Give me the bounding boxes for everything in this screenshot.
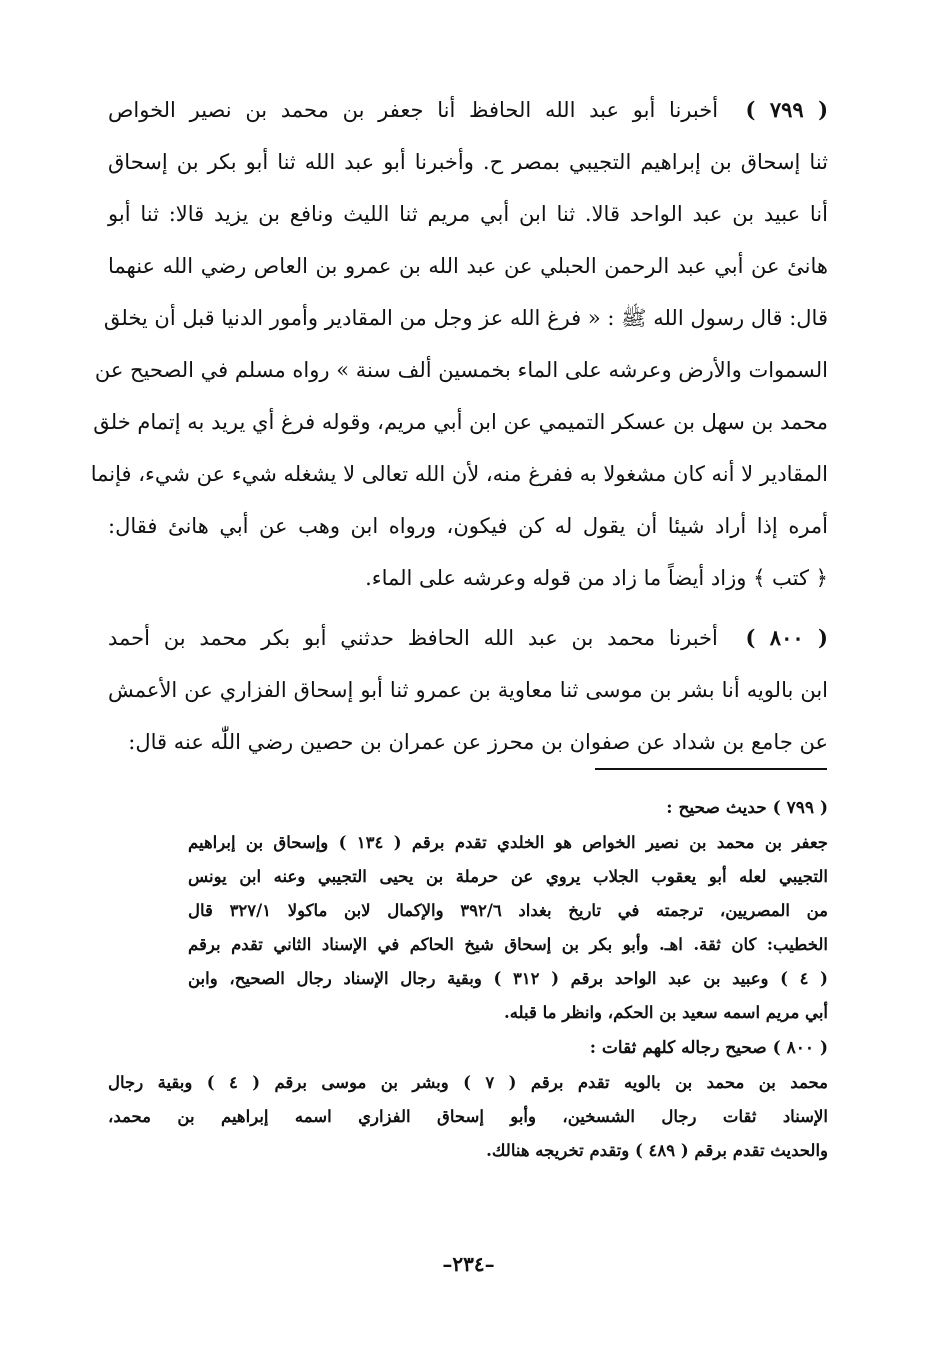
text-line: ( ٧٩٩ ) أخبرنا أبو عبد الله الحافظ أنا جعفر بن محمد بن نصير الخواص [108,97,829,122]
footnote-line: جعفر بن محمد بن نصير الخواص هو الخلدي تقدم برقم ( ١٣٤ ) وإسحاق بن إبراهيم [188,833,828,852]
footnote-heading: ( ٨٠٠ ) صحيح رجاله كلهم ثقات : [589,1038,828,1058]
footnote-line: التجيبي لعله أبو يعقوب الجلاب يروي عن حرملة بن يحيى التجيبي وعنه ابن يونس [188,867,828,886]
text-line: محمد بن سهل بن عسكر التميمي عن ابن أبي مريم، وقوله فرغ أي يريد به إتمام خلق [93,410,828,434]
page-number: –٢٣٤– [442,1252,495,1276]
footnotes [108,790,828,1168]
footnote-body [188,826,828,1030]
hadith-number: ( ٧٩٩ ) [745,97,829,122]
footnote-line: ( ٤ ) وعبيد بن عبد الواحد برقم ( ٣١٢ ) وبقية رجال الإسناد رجال الصحيح، وابن [188,969,828,988]
main-text [90,84,829,768]
text-line: ﴿ كتب ﴾ وزاد أيضاً ما زاد من قوله وعرشه على الماء. [365,566,828,590]
hadith-number: ( ٨٠٠ ) [745,625,828,650]
footnote-line: والحديث تقدم برقم ( ٤٨٩ ) وتقدم تخريجه هنالك. [486,1141,828,1160]
footnote-body [108,1066,828,1168]
footnote-heading: ( ٧٩٩ ) حديث صحيح : [666,798,828,818]
footnote-line: الإسناد ثقات رجال الشسخين، وأبو إسحاق الفزاري اسمه إبراهيم بن محمد، [108,1107,828,1126]
text-line: المقادير لا أنه كان مشغولا به ففرغ منه، لأن الله تعالى لا يشغله شيء عن شيء، فإنما [90,462,828,486]
text-line: عن جامع بن شداد عن صفوان بن محرز عن عمران بن حصين رضي اللّٰه عنه قال: [128,730,828,754]
text-line: هانئ عن أبي عبد الرحمن الحبلي عن عبد الله بن عمرو بن العاص رضي الله عنهما [108,254,828,278]
footnote-line: الخطيب: كان ثقة. اهـ. وأبو بكر بن إسحاق شيخ الحاكم في الإسناد الثاني تقدم برقم [188,935,828,954]
footnote-line: أبي مريم اسمه سعيد بن الحكم، وانظر ما قبله. [503,1003,828,1022]
text-line: ابن بالويه أنا بشر بن موسى ثنا معاوية بن عمرو ثنا أبو إسحاق الفزاري عن الأعمش [108,678,828,702]
text-line: قال: قال رسول الله ﷺ : « فرغ الله عز وجل من المقادير وأمور الدنيا قبل أن يخلق [103,306,828,330]
text-line: أمره إذا أراد شيئا أن يقول له كن فيكون، ورواه ابن وهب عن أبي هانئ فقال: [108,514,828,538]
footnote-line: من المصريين، ترجمته في تاريخ بغداد ٣٩٢/٦ والإكمال لابن ماكولا ٣٢٧/١ قال [188,901,828,920]
text-line: السموات والأرض وعرشه على الماء بخمسين ألف سنة » رواه مسلم في الصحيح عن [94,358,828,382]
text-line: أنا عبيد بن عبد الواحد قالا. ثنا ابن أبي مريم ثنا الليث ونافع بن يزيد قالا: ثنا أبو [108,202,828,226]
text-line: ثنا إسحاق بن إبراهيم التجيبي بمصر ح. وأخبرنا أبو عبد الله ثنا أبو بكر بن إسحاق [108,150,828,174]
text-line: ( ٨٠٠ ) أخبرنا محمد بن عبد الله الحافظ حدثني أبو بكر محمد بن أحمد [108,625,828,650]
footnote-line: محمد بن محمد بن بالويه تقدم برقم ( ٧ ) وبشر بن موسى برقم ( ٤ ) وبقية رجال [108,1073,828,1092]
footnote-divider [595,768,827,770]
